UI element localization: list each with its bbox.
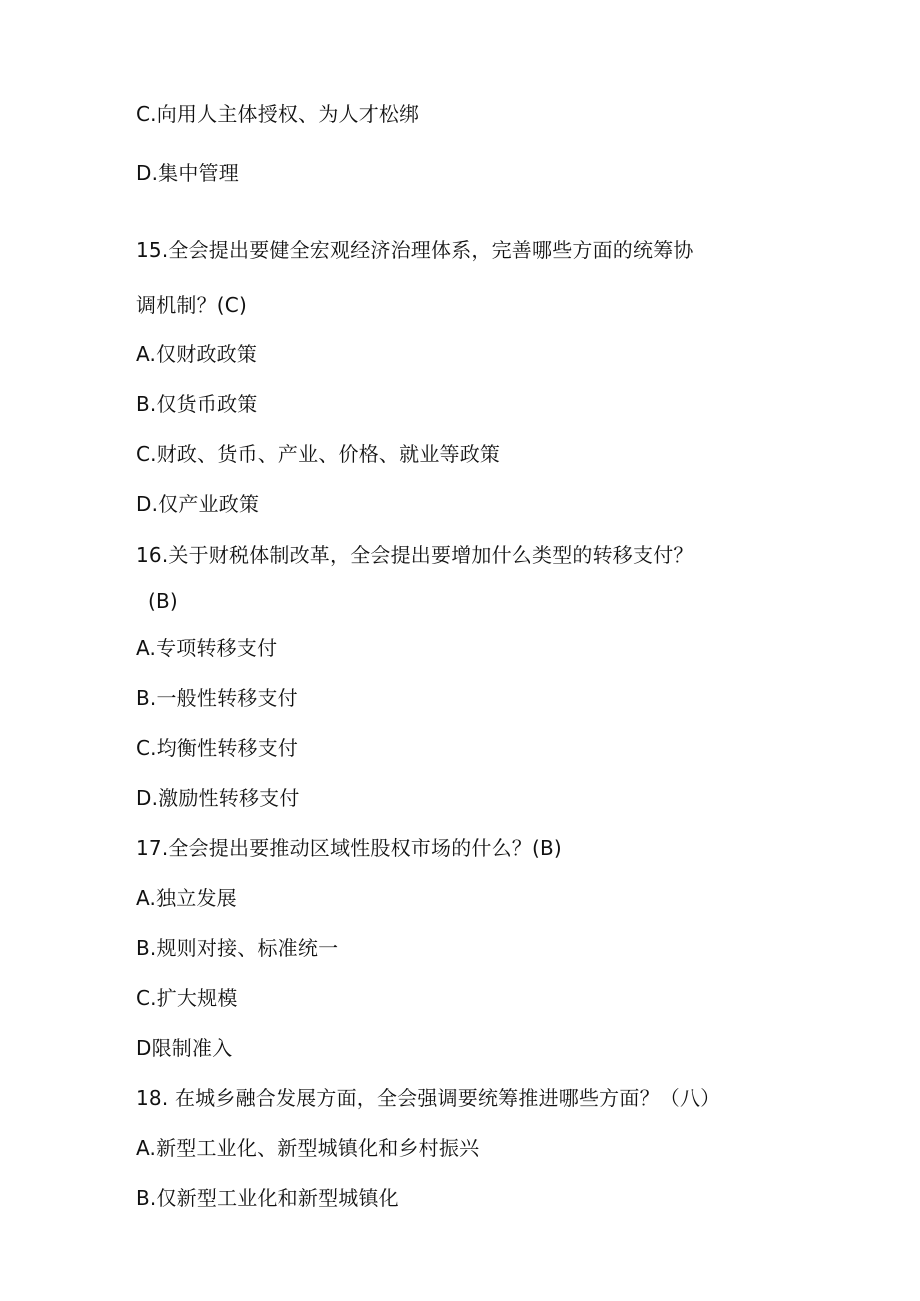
- q16-option-a: A.专项转移支付: [136, 636, 278, 660]
- q15-option-c: C.财政、货币、产业、价格、就业等政策: [136, 442, 501, 466]
- q15-option-b: B.仅货币政策: [136, 392, 258, 416]
- q16-option-d: D.激励性转移支付: [136, 786, 300, 810]
- q14-option-c: C.向用人主体授权、为人才松绑: [136, 102, 420, 126]
- q15-question-line-2: 调机制？(C): [136, 293, 247, 317]
- q16-option-b: B.一般性转移支付: [136, 686, 298, 710]
- q18-question: 18. 在城乡融合发展方面，全会强调要统筹推进哪些方面？（八）: [136, 1086, 721, 1110]
- q14-option-d: D.集中管理: [136, 161, 239, 185]
- q16-question-line-1: 16.关于财税体制改革，全会提出要增加什么类型的转移支付？: [136, 543, 694, 567]
- q18-option-b: B.仅新型工业化和新型城镇化: [136, 1186, 399, 1210]
- q15-option-a: A.仅财政政策: [136, 342, 258, 366]
- q17-option-d: D限制准入: [136, 1036, 233, 1060]
- q15-option-d: D.仅产业政策: [136, 492, 260, 516]
- q17-option-b: B.规则对接、标准统一: [136, 936, 339, 960]
- q17-option-a: A.独立发展: [136, 886, 237, 910]
- q17-option-c: C.扩大规模: [136, 986, 238, 1010]
- q16-answer: (B): [148, 589, 178, 613]
- q15-question-line-1: 15.全会提出要健全宏观经济治理体系，完善哪些方面的统筹协: [136, 238, 694, 262]
- q18-option-a: A.新型工业化、新型城镇化和乡村振兴: [136, 1136, 480, 1160]
- q17-question: 17.全会提出要推动区域性股权市场的什么？(B): [136, 836, 562, 860]
- q16-option-c: C.均衡性转移支付: [136, 736, 299, 760]
